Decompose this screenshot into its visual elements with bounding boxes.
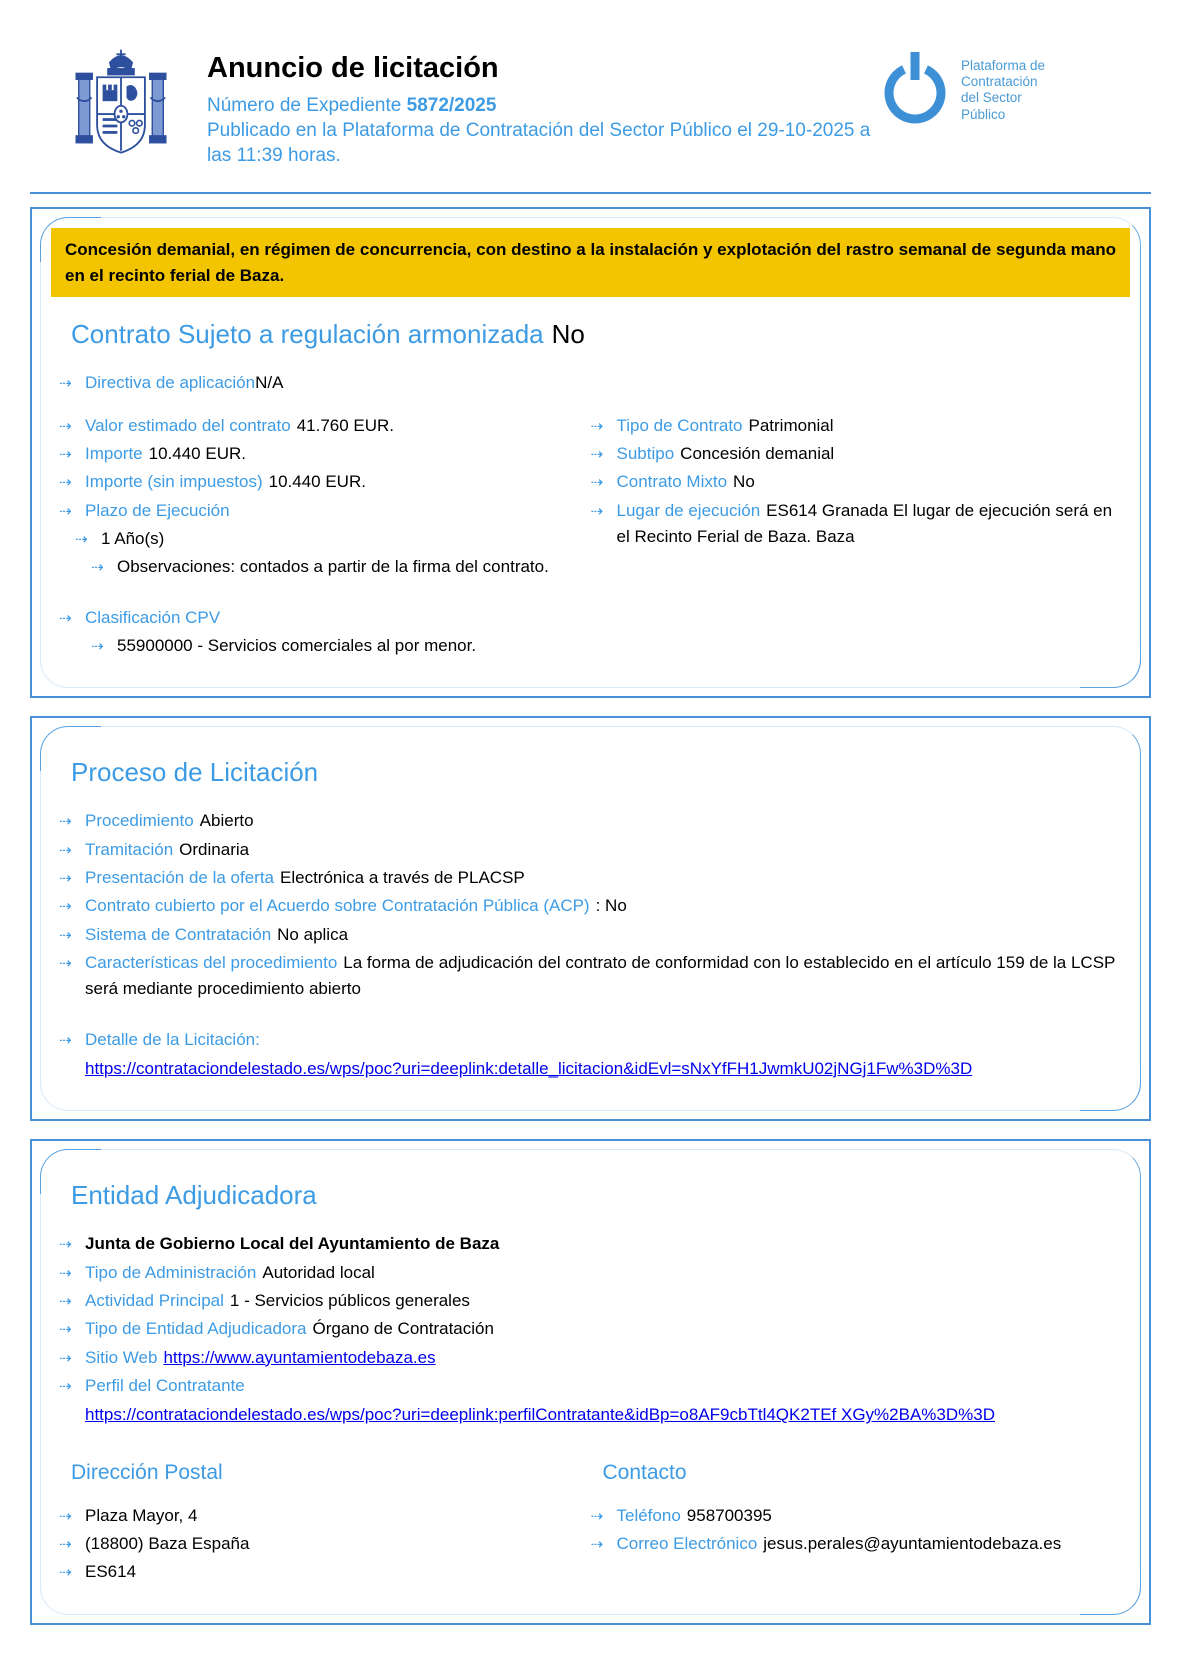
logo-text-line: Plataforma de xyxy=(961,58,1046,73)
field-value: Autoridad local xyxy=(262,1262,375,1282)
dashed-arrow-icon: ⇢ xyxy=(59,1349,72,1367)
profile-url-line xyxy=(59,1401,1122,1428)
row-sistema-contratacion xyxy=(59,922,1122,948)
field-label: Valor estimado del contrato xyxy=(85,415,291,435)
field-value: jesus.perales@ayuntamientodebaza.es xyxy=(763,1533,1062,1553)
section-proceso-panel xyxy=(40,726,1141,1111)
row-tipo-contrato xyxy=(591,413,1123,439)
dashed-arrow-icon: ⇢ xyxy=(590,1535,604,1553)
field-label: Plazo de Ejecución xyxy=(85,500,230,520)
entity-columns xyxy=(59,1431,1122,1588)
section-title-entidad: Entidad Adjudicadora xyxy=(71,1180,317,1211)
field-value: Ordinaria xyxy=(179,839,250,859)
document-header xyxy=(75,46,1139,168)
row-entity-name xyxy=(59,1231,1122,1257)
row-telefono xyxy=(591,1503,1123,1529)
row-plazo-ejecucion xyxy=(59,498,579,524)
field-value: 10.440 EUR. xyxy=(268,472,366,492)
row-plazo-duracion xyxy=(59,526,579,552)
header-divider xyxy=(30,192,1151,194)
dashed-arrow-icon: ⇢ xyxy=(590,502,604,520)
field-value: N/A xyxy=(255,373,284,393)
dashed-arrow-icon: ⇢ xyxy=(59,1321,72,1339)
field-label: Contrato cubierto por el Acuerdo sobre Contratación Pública (ACP) xyxy=(85,896,590,916)
row-postal-street xyxy=(59,1503,579,1529)
field-value: Plaza Mayor, 4 xyxy=(85,1505,198,1525)
section-title-contrato xyxy=(71,319,1122,350)
header-text xyxy=(207,46,879,168)
expediente-label: Número de Expediente xyxy=(207,95,402,116)
dashed-arrow-icon: ⇢ xyxy=(59,1031,72,1049)
field-label: Lugar de ejecución xyxy=(616,500,761,520)
field-value: (18800) Baza España xyxy=(85,1533,250,1553)
dashed-arrow-icon: ⇢ xyxy=(590,445,604,463)
field-label: Clasificación CPV xyxy=(85,607,221,627)
field-value: No xyxy=(733,472,755,492)
dashed-arrow-icon: ⇢ xyxy=(91,637,104,655)
section-entidad-panel xyxy=(40,1149,1141,1614)
field-value: Concesión demanial xyxy=(680,443,835,463)
field-value: La forma de adjudicación del contrato de conformidad con lo establecido en el artículo 159 de la LCSP será mediante procedimiento abierto xyxy=(85,953,1116,999)
field-value: Electrónica a través de PLACSP xyxy=(280,868,525,888)
field-label: Actividad Principal xyxy=(85,1290,224,1310)
field-label: Importe (sin impuestos) xyxy=(85,472,263,492)
row-directiva xyxy=(59,370,1122,396)
field-label: Perfil del Contratante xyxy=(85,1375,245,1395)
field-label: Correo Electrónico xyxy=(616,1533,758,1553)
section-contrato-panel xyxy=(40,217,1141,688)
field-label: Tipo de Administración xyxy=(85,1262,257,1282)
row-presentacion-oferta xyxy=(59,865,1122,891)
dashed-arrow-icon: ⇢ xyxy=(59,841,72,859)
dashed-arrow-icon: ⇢ xyxy=(59,898,72,916)
contract-columns xyxy=(59,411,1122,662)
field-value: 958700395 xyxy=(686,1505,772,1525)
field-label: Subtipo xyxy=(616,443,675,463)
field-label: Tipo de Contrato xyxy=(616,415,743,435)
dashed-arrow-icon: ⇢ xyxy=(59,1377,72,1395)
field-value: No aplica xyxy=(277,924,349,944)
section-proceso xyxy=(30,716,1151,1121)
field-value: ES614 xyxy=(85,1562,137,1582)
field-value: 1 Año(s) xyxy=(101,528,165,548)
field-value: 55900000 - Servicios comerciales al por menor. xyxy=(117,635,477,655)
field-label: Sistema de Contratación xyxy=(85,924,272,944)
row-actividad-principal xyxy=(59,1288,1122,1314)
row-contrato-mixto xyxy=(591,469,1123,495)
expediente-number: 5872/2025 xyxy=(406,95,497,116)
postal-heading: Dirección Postal xyxy=(71,1460,223,1484)
field-value: ES614 Granada El lugar de ejecución será en el Recinto Ferial de Baza. Baza xyxy=(616,500,1113,546)
contract-left-column xyxy=(59,411,591,662)
row-clasificacion-cpv xyxy=(59,605,579,631)
row-lugar-ejecucion xyxy=(591,498,1123,551)
dashed-arrow-icon: ⇢ xyxy=(59,926,72,944)
row-postal-city xyxy=(59,1531,579,1557)
detail-url-line xyxy=(59,1055,1122,1082)
section-title-value: No xyxy=(551,319,585,350)
dashed-arrow-icon: ⇢ xyxy=(59,445,72,463)
field-value: : No xyxy=(595,896,627,916)
dashed-arrow-icon: ⇢ xyxy=(590,474,604,492)
field-value: Patrimonial xyxy=(748,415,834,435)
dashed-arrow-icon: ⇢ xyxy=(59,1264,72,1282)
sitio-web-link[interactable]: https://www.ayuntamientodebaza.es xyxy=(163,1347,436,1367)
logo-text-line: Contratación xyxy=(961,74,1038,90)
dashed-arrow-icon: ⇢ xyxy=(590,1507,604,1525)
placsp-logo xyxy=(879,46,1139,126)
row-procedimiento xyxy=(59,808,1122,834)
postal-column xyxy=(59,1431,591,1588)
dashed-arrow-icon: ⇢ xyxy=(91,559,104,577)
dashed-arrow-icon: ⇢ xyxy=(59,502,72,520)
row-tipo-administracion xyxy=(59,1260,1122,1286)
row-importe xyxy=(59,441,579,467)
dashed-arrow-icon: ⇢ xyxy=(59,474,72,492)
published-line: Publicado en la Plataforma de Contratación del Sector Público el 29-10-2025 a las 11:39 horas. xyxy=(207,120,871,167)
dashed-arrow-icon: ⇢ xyxy=(59,955,72,973)
dashed-arrow-icon: ⇢ xyxy=(59,417,72,435)
field-value: Órgano de Contratación xyxy=(312,1319,494,1339)
detalle-licitacion-link[interactable]: https://contrataciondelestado.es/wps/poc?uri=deeplink:detalle_licitacion&idEvl=sNxYfFH1JwmkU02jNGj1Fw%3D%3D xyxy=(85,1059,973,1079)
field-label: Sitio Web xyxy=(85,1347,158,1367)
dashed-arrow-icon: ⇢ xyxy=(59,1236,72,1254)
field-label: Tipo de Entidad Adjudicadora xyxy=(85,1319,307,1339)
dashed-arrow-icon: ⇢ xyxy=(59,1507,72,1525)
field-value: Abierto xyxy=(199,811,254,831)
row-sitio-web xyxy=(59,1345,1122,1371)
row-plazo-observaciones xyxy=(59,554,579,580)
dashed-arrow-icon: ⇢ xyxy=(59,375,72,393)
field-label: Importe xyxy=(85,443,143,463)
row-perfil-contratante xyxy=(59,1373,1122,1399)
subject-banner: Concesión demanial, en régimen de concurrencia, con destino a la instalación y explotación del rastro semanal de segunda mano en el recinto ferial de Baza. xyxy=(51,228,1130,297)
field-label: Detalle de la Licitación: xyxy=(85,1029,260,1049)
entity-name: Junta de Gobierno Local del Ayuntamiento de Baza xyxy=(85,1234,500,1254)
contact-column xyxy=(591,1431,1123,1588)
field-label: Procedimiento xyxy=(85,811,194,831)
page-title: Anuncio de licitación xyxy=(207,52,499,84)
perfil-contratante-link[interactable]: https://contrataciondelestado.es/wps/poc?uri=deeplink:perfilContratante&idBp=o8AF9cbTtl4QK2TEf XGy%2BA%3D%3D xyxy=(85,1405,995,1425)
dashed-arrow-icon: ⇢ xyxy=(75,530,88,548)
field-value: 41.760 EUR. xyxy=(296,415,395,435)
field-label: Teléfono xyxy=(616,1505,681,1525)
dashed-arrow-icon: ⇢ xyxy=(590,417,604,435)
spain-coat-of-arms-logo xyxy=(75,46,167,160)
row-acp xyxy=(59,893,1122,919)
row-tramitacion xyxy=(59,837,1122,863)
contract-right-column xyxy=(591,411,1123,662)
contact-heading: Contacto xyxy=(602,1460,687,1484)
section-title-text: Contrato Sujeto a regulación armonizada xyxy=(71,319,544,350)
row-postal-nuts xyxy=(59,1559,579,1585)
section-title-proceso: Proceso de Licitación xyxy=(71,757,319,788)
field-label: Presentación de la oferta xyxy=(85,868,275,888)
field-label: Tramitación xyxy=(85,839,174,859)
power-icon xyxy=(879,50,951,126)
field-value: Observaciones: contados a partir de la firma del contrato. xyxy=(117,557,549,577)
placsp-logo-text xyxy=(961,50,1045,123)
row-correo-electronico xyxy=(591,1531,1123,1557)
field-label: Contrato Mixto xyxy=(616,472,728,492)
row-cpv-code xyxy=(59,633,579,659)
dashed-arrow-icon: ⇢ xyxy=(59,870,72,888)
dashed-arrow-icon: ⇢ xyxy=(59,1292,72,1310)
row-subtipo xyxy=(591,441,1123,467)
logo-text-line: del Sector xyxy=(961,90,1022,106)
row-valor-estimado xyxy=(59,413,579,439)
dashed-arrow-icon: ⇢ xyxy=(59,609,72,627)
dashed-arrow-icon: ⇢ xyxy=(59,1564,72,1582)
row-tipo-entidad xyxy=(59,1316,1122,1342)
row-caracteristicas xyxy=(59,950,1122,1003)
section-entidad xyxy=(30,1139,1151,1624)
field-label: Características del procedimiento xyxy=(85,953,338,973)
field-label: Directiva de aplicación xyxy=(85,373,256,393)
field-value: 10.440 EUR. xyxy=(148,443,246,463)
dashed-arrow-icon: ⇢ xyxy=(59,813,72,831)
field-value: 1 - Servicios públicos generales xyxy=(229,1290,470,1310)
dashed-arrow-icon: ⇢ xyxy=(59,1535,72,1553)
logo-text-line: Público xyxy=(961,106,1006,122)
row-detalle-licitacion xyxy=(59,1027,1122,1053)
section-contrato xyxy=(30,207,1151,698)
row-importe-sin-impuestos xyxy=(59,469,579,495)
expediente-line xyxy=(207,93,879,118)
